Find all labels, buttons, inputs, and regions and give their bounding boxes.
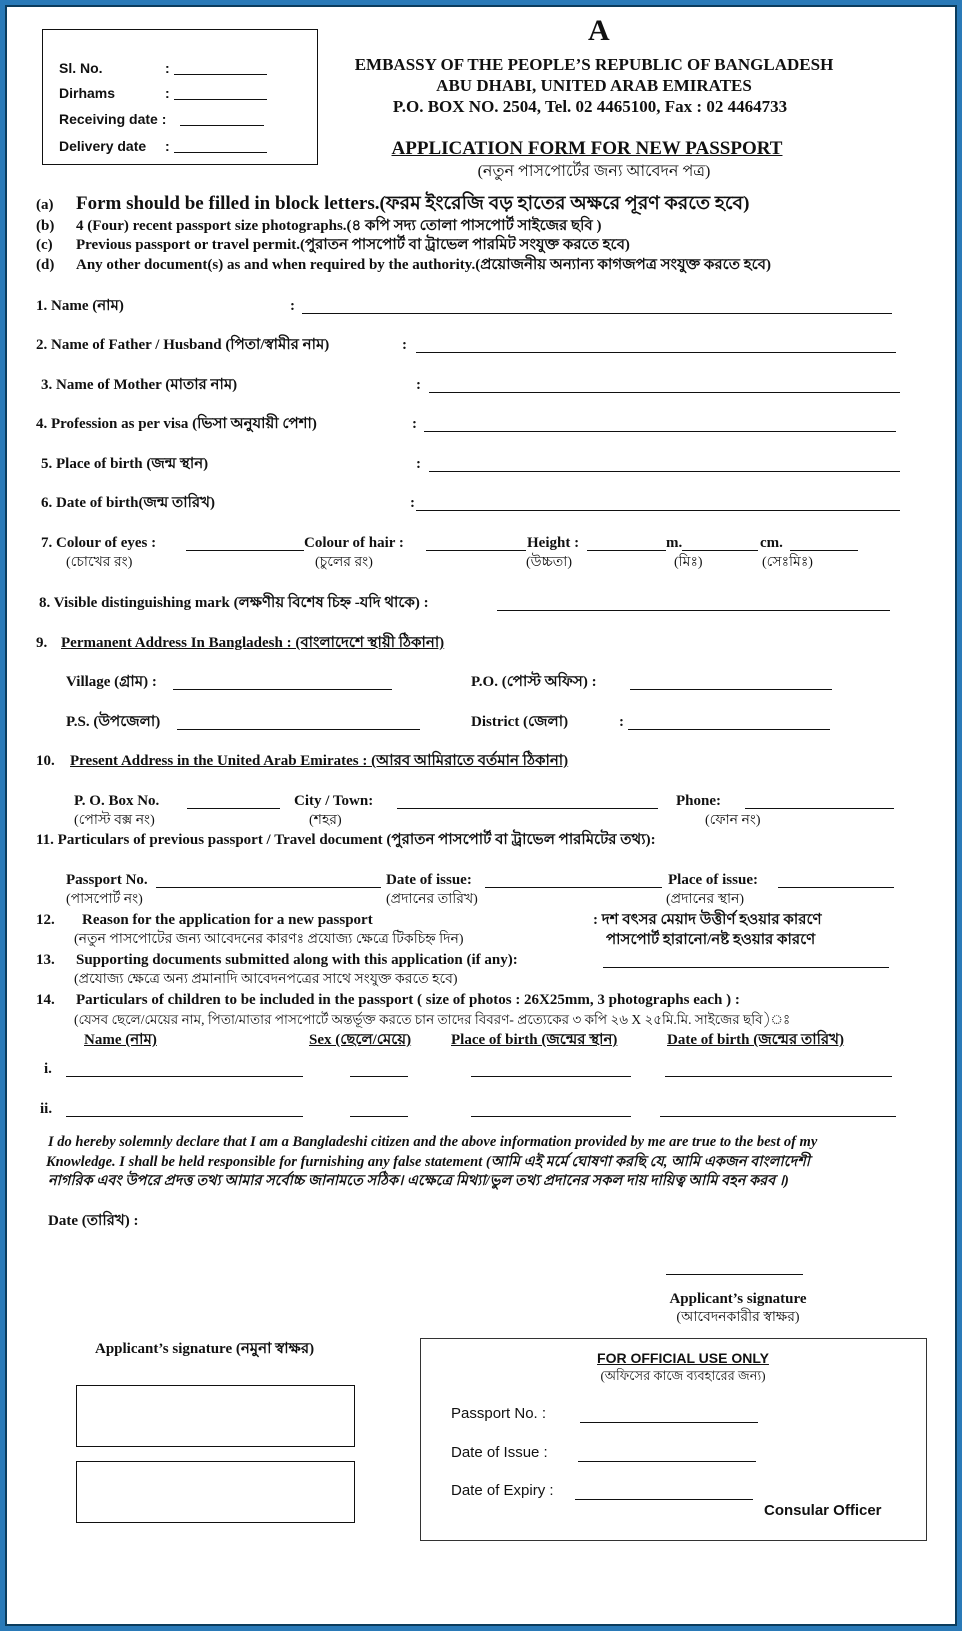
post-office-field[interactable] [630,689,832,690]
specimen-signature-label: Applicant’s signature (নমুনা স্বাক্ষর) [95,1341,315,1357]
city-field[interactable] [397,808,658,809]
instruction-key: (a) [36,197,54,213]
eye-colour-label: 7. Colour of eyes : [41,535,157,551]
place-of-issue-field[interactable] [778,887,894,888]
father-husband-name-label: 2. Name of Father / Husband (পিতা/স্বামীর নাম) [36,337,330,353]
embassy-location: ABU DHABI, UNITED ARAB EMIRATES [436,76,752,95]
reason-subtext: (নতুন পাসপোটের জন্য আবেদনের কারণঃ প্রযোজ্য ক্ষেত্রে টিকচিহ্ন দিন) [74,932,464,947]
item-number: 12. [36,912,55,928]
present-address-heading: Present Address in the United Arab Emirates : (আরব আমিরাতে বর্তমান ঠিকানা) [70,753,569,769]
police-station-field[interactable] [177,729,420,730]
page-title-bengali: (নতুন পাসপোর্টের জন্য আবেদন পত্র) [477,163,711,180]
po-box-label: P. O. Box No. [74,793,160,809]
date-of-issue-field[interactable] [485,887,662,888]
instruction-text: Form should be filled in block letters.(ফরম ইংরেজি বড় হাতের অক্ষরে পূরণ করতে হবে) [76,193,750,214]
col-sex: Sex (ছেলে/মেয়ে) [309,1032,412,1048]
item-number: 10. [36,753,55,769]
distinguishing-mark-field[interactable] [497,610,890,611]
supporting-docs-label: Supporting documents submitted along with this application (if any): [76,952,518,968]
profession-field[interactable] [424,431,896,432]
metre-label: m. [666,535,683,551]
instruction-key: (c) [36,237,53,253]
embassy-name: EMBASSY OF THE PEOPLE’S REPUBLIC OF BANGLADESH [354,55,834,74]
official-passport-no-field[interactable] [580,1422,758,1423]
official-passport-no-label: Passport No. : [451,1405,547,1422]
name-label: 1. Name (নাম) [36,298,124,314]
colon: : [165,60,170,76]
date-of-birth-field[interactable] [416,510,900,511]
sl-no-field[interactable] [174,74,267,75]
name-field[interactable] [302,313,892,314]
col-name: Name (নাম) [84,1032,157,1048]
colon: : [290,298,295,314]
mother-name-field[interactable] [429,392,900,393]
height-bengali: (উচ্চতা) [526,555,573,570]
phone-bengali: (ফোন নং) [705,813,761,828]
specimen-signature-box-1[interactable] [76,1385,355,1447]
official-use-title: FOR OFFICIAL USE ONLY [597,1350,769,1366]
col-place-of-birth: Place of birth (জন্মের স্থান) [451,1032,618,1048]
instruction-key: (b) [36,218,55,234]
delivery-date-field[interactable] [174,152,267,153]
colon: : [619,714,624,730]
instruction-text: Previous passport or travel permit.(পুরাতন পাসপোর্ট বা ট্রাভেল পারমিট সংযুক্ত করতে হবে) [76,237,630,253]
permanent-address-heading: Permanent Address In Bangladesh : (বাংলাদেশে স্থায়ী ঠিকানা) [61,635,445,651]
reason-heading: Reason for the application for a new passport [82,912,373,928]
post-office-label: P.O. (পোস্ট অফিস) : [471,674,597,690]
form-letter: A [588,14,610,47]
previous-passport-heading: 11. Particulars of previous passport / Travel document (পুরাতন পাসপোর্ট বা ট্রাভেল পারমিটের তথ্য): [36,832,656,848]
official-date-issue-field[interactable] [578,1461,756,1462]
children-heading: Particulars of children to be included in the passport ( size of photos : 26X25mm, 3 photographs each ) : [76,992,740,1008]
phone-field[interactable] [745,808,894,809]
child-row-label: ii. [40,1101,53,1117]
official-use-title-bengali: (অফিসের কাজে ব্যবহারের জন্য) [600,1368,766,1383]
item-number: 14. [36,992,55,1008]
colon: : [416,377,421,393]
consular-officer-label: Consular Officer [764,1502,882,1519]
mother-name-label: 3. Name of Mother (মাতার নাম) [41,377,238,393]
height-extra-field[interactable] [790,550,858,551]
child-1-sex-field[interactable] [350,1076,408,1077]
official-date-expiry-field[interactable] [575,1499,753,1500]
city-label: City / Town: [294,793,374,809]
date-label: Date (তারিখ) : [48,1213,139,1229]
date-of-issue-label: Date of issue: [386,872,472,888]
supporting-docs-subtext: (প্রযোজ্য ক্ষেত্রে অন্য প্রমানাদি আবেদনপত্রের সাথে সংযুক্ত করতে হবে) [74,972,458,987]
height-label: Height : [527,535,580,551]
city-bengali: (শহর) [309,813,342,828]
child-1-name-field[interactable] [66,1076,303,1077]
supporting-docs-field[interactable] [603,967,889,968]
official-date-issue-label: Date of Issue : [451,1444,548,1461]
centimetre-bengali: (সেঃমিঃ) [762,555,813,570]
distinguishing-mark-label: 8. Visible distinguishing mark (লক্ষণীয় বিশেষ চিহ্ন -যদি থাকে) : [39,595,429,611]
declaration-line-1: I do hereby solemnly declare that I am a Bangladeshi citizen and the above information provided by me are true to the best of my [48,1134,818,1150]
applicant-signature-bengali: (আবেদনকারীর স্বাক্ষর) [676,1310,800,1325]
colon: : [416,456,421,472]
instruction-text: Any other document(s) as and when required by the authority.(প্রয়োজনীয় অন্যান্য কাগজপত্র সংযুক্ত করতে হবে) [76,257,771,273]
previous-passport-no-field[interactable] [156,887,381,888]
height-m-field[interactable] [587,550,666,551]
specimen-signature-box-2[interactable] [76,1461,355,1523]
applicant-signature-label: Applicant’s signature [669,1291,807,1307]
children-subtext: (যেসব ছেলে/মেয়ের নাম, পিতা/মাতার পাসপোর্টে অন্তর্ভূক্ত করতে চান তাদের বিবরণ- প্রত্যেকের ৩ কপি ২৬ X ২৫মি.মি. সাইজের ছবি)ঃ [74,1012,791,1027]
village-label: Village (গ্রাম) : [66,674,157,690]
place-of-issue-bengali: (প্রদানের স্থান) [666,892,745,907]
eye-colour-field[interactable] [186,550,304,551]
child-2-sex-field[interactable] [350,1116,408,1117]
applicant-signature-line[interactable] [666,1274,803,1275]
colon: : [410,495,415,511]
delivery-date-label: Delivery date [59,138,147,154]
passport-no-label: Passport No. [66,872,148,888]
date-of-birth-label: 6. Date of birth(জন্ম তারিখ) [41,495,215,511]
official-date-expiry-label: Date of Expiry : [451,1482,554,1499]
receiving-date-label: Receiving date : [59,111,167,127]
colon: : [402,337,407,353]
place-of-issue-label: Place of issue: [668,872,758,888]
po-box-bengali: (পোস্ট বক্স নং) [74,813,155,828]
item-number: 13. [36,952,55,968]
declaration-line-3: নাগরিক এবং উপরে প্রদত্ত তথ্য আমার সর্বোচ্চ জানামতে সঠিক। এক্ষেত্রে মিথ্যা/ভুল তথ্য প্রদানের সকল দায় দায়িত্ব আমি বহন করব ।) [48,1173,789,1189]
child-2-name-field[interactable] [66,1116,303,1117]
date-of-issue-bengali: (প্রদানের তারিখ) [386,892,478,907]
dirhams-label: Dirhams [59,85,116,101]
father-husband-name-field[interactable] [416,352,896,353]
district-label: District (জেলা) [471,714,569,730]
child-1-date-field[interactable] [665,1076,892,1077]
hair-colour-bengali: (চুলের রং) [315,555,373,570]
passport-no-bengali: (পাসপোর্ট নং) [66,892,143,907]
place-of-birth-field[interactable] [429,471,900,472]
district-field[interactable] [628,729,830,730]
item-number: 9. [36,635,48,651]
centimetre-label: cm. [760,535,783,551]
reason-option-lost[interactable]: পাসপোর্ট হারানো/নষ্ট হওয়ার কারণে [606,932,816,948]
page-title: APPLICATION FORM FOR NEW PASSPORT [391,138,783,159]
police-station-label: P.S. (উপজেলা) [66,714,161,730]
col-date-of-birth: Date of birth (জন্মের তারিখ) [667,1032,845,1048]
po-box-field[interactable] [187,808,280,809]
child-2-place-field[interactable] [471,1116,631,1117]
child-1-place-field[interactable] [471,1076,631,1077]
receiving-date-field[interactable] [180,125,264,126]
eye-colour-bengali: (চোখের রং) [66,555,133,570]
village-field[interactable] [173,689,392,690]
height-cm-field[interactable] [682,550,758,551]
child-2-date-field[interactable] [660,1116,896,1117]
colon: : [165,138,170,154]
instruction-text: 4 (Four) recent passport size photographs.(৪ কপি সদ্য তোলা পাসপোর্ট সাইজের ছবি ) [76,218,602,234]
instruction-key: (d) [36,257,55,273]
place-of-birth-label: 5. Place of birth (জন্ম স্থান) [41,456,209,472]
phone-label: Phone: [676,793,721,809]
reason-option-expired[interactable]: : দশ বৎসর মেয়াদ উত্তীর্ণ হওয়ার কারণে [593,912,822,928]
colon: : [165,85,170,101]
metre-bengali: (মিঃ) [674,555,703,570]
profession-label: 4. Profession as per visa (ভিসা অনুযায়ী পেশা) [36,416,317,432]
child-row-label: i. [44,1061,52,1077]
declaration-line-2: Knowledge. I shall be held responsible for furnishing any false statement (আমি এই মর্মে ঘোষণা করছি যে, আমি একজন বাংলাদেশী [46,1154,810,1170]
dirhams-field[interactable] [174,99,267,100]
hair-colour-field[interactable] [426,550,526,551]
sl-no-label: Sl. No. [59,60,103,76]
embassy-contact: P.O. BOX NO. 2504, Tel. 02 4465100, Fax : 02 4464733 [392,97,788,116]
hair-colour-label: Colour of hair : [304,535,404,551]
colon: : [412,416,417,432]
